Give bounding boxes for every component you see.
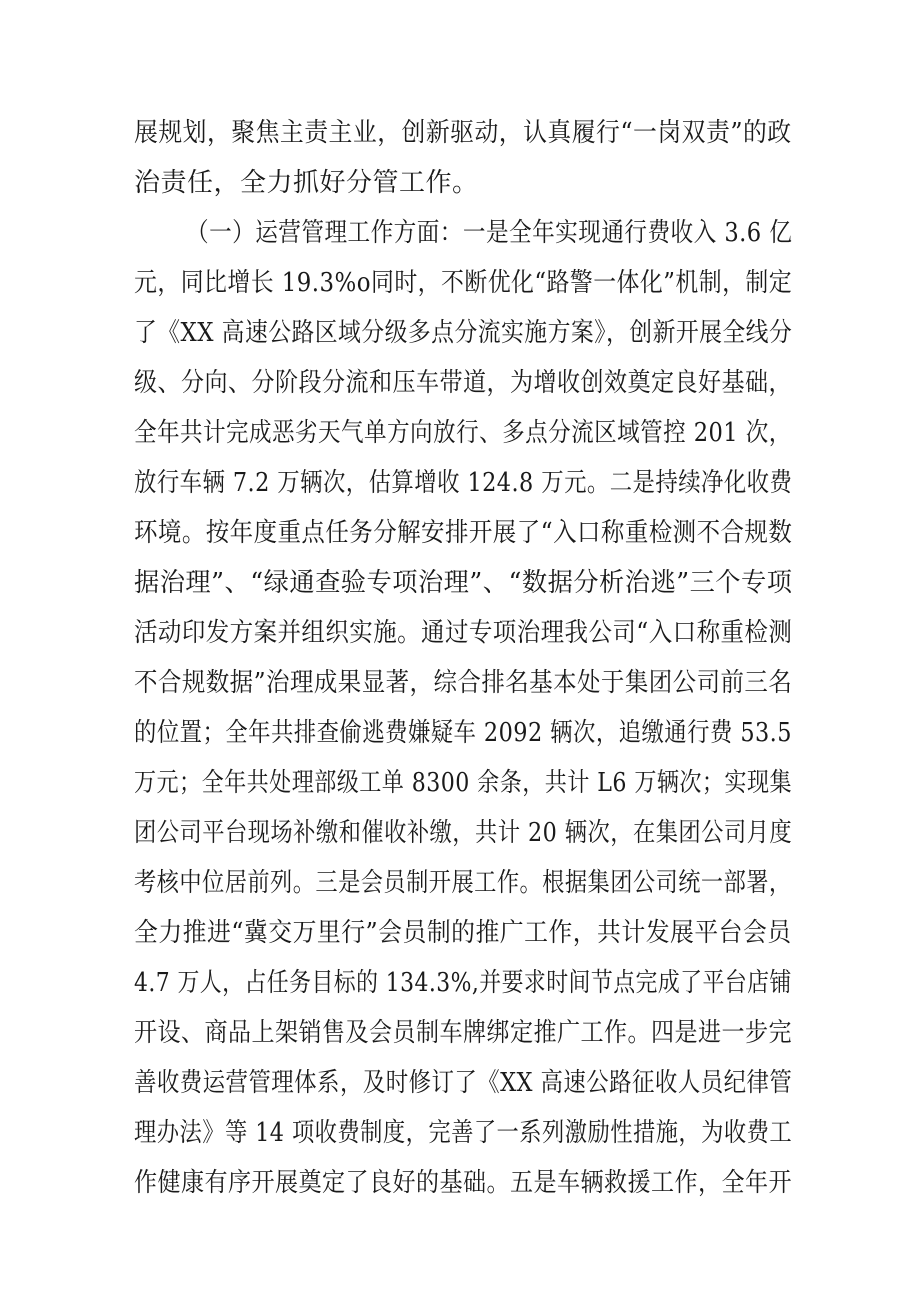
text-line: 元，同比增长 19.3%o同时，不断优化“路警一体化”机制，制定	[134, 268, 793, 298]
text-line: 开设、商品上架销售及会员制车牌绑定推广工作。四是进一步完	[134, 1018, 793, 1048]
text-line: 全年共计完成恶劣天气单方向放行、多点分流区域管控 201 次，	[134, 418, 792, 448]
text-line: 了《XX 高速公路区域分级多点分流实施方案》，创新开展全线分	[134, 318, 793, 348]
text-line: 作健康有序开展奠定了良好的基础。五是车辆救援工作，全年开	[134, 1168, 793, 1198]
text-line: 团公司平台现场补缴和催收补缴，共计 20 辆次，在集团公司月度	[134, 818, 793, 848]
text-line: 万元；全年共处理部级工单 8300 余条，共计 L6 万辆次；实现集	[134, 768, 793, 798]
text-line: 据治理”、“绿通查验专项治理”、“数据分析治逃”三个专项	[134, 568, 793, 598]
text-line: 活动印发方案并组织实施。通过专项治理我公司“入口称重检测	[134, 618, 793, 648]
text-line: 环境。按年度重点任务分解安排开展了“入口称重检测不合规数	[134, 518, 793, 548]
text-line: 善收费运营管理体系，及时修订了《XX 高速公路征收人员纪律管	[134, 1068, 793, 1098]
text-line: 全力推进“冀交万里行”会员制的推广工作，共计发展平台会员	[134, 918, 792, 948]
text-line: 考核中位居前列。三是会员制开展工作。根据集团公司统一部署，	[134, 868, 792, 898]
text-line: 4.7 万人，占任务目标的 134.3%,并要求时间节点完成了平台店铺	[134, 968, 792, 998]
text-line: 的位置；全年共排查偷逃费嫌疑车 2092 辆次，追缴通行费 53.5	[134, 718, 792, 748]
text-line: 级、分向、分阶段分流和压车带道，为增收创效奠定良好基础，	[134, 368, 793, 398]
paragraph-heading-line: （一）运营管理工作方面：一是全年实现通行费收入 3.6 亿	[186, 218, 793, 248]
text-line: 放行车辆 7.2 万辆次，估算增收 124.8 万元。二是持续净化收费	[134, 468, 793, 498]
text-line: 治责任，全力抓好分管工作。	[134, 168, 479, 198]
text-line: 理办法》等 14 项收费制度，完善了一系列激励性措施，为收费工	[134, 1118, 793, 1148]
text-line: 展规划，聚焦主责主业，创新驱动，认真履行“一岗双责”的政	[134, 118, 792, 148]
text-line: 不合规数据”治理成果显著，综合排名基本处于集团公司前三名	[134, 668, 793, 698]
